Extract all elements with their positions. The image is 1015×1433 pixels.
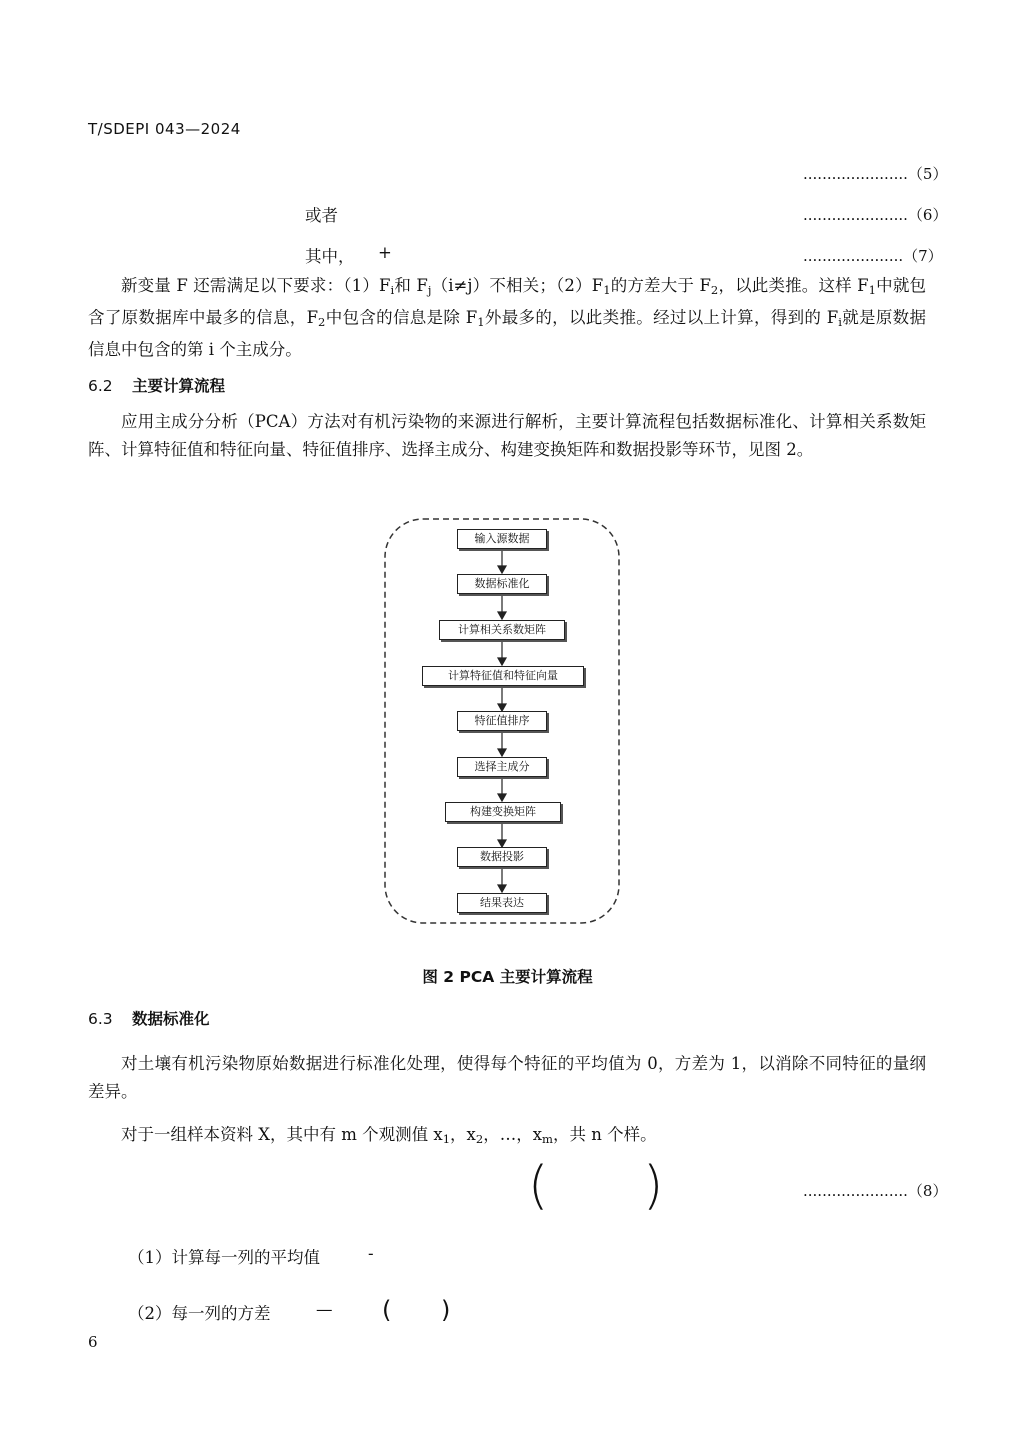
section-heading-6-3 [88,1007,210,1029]
item-column-variance-mark: — [316,1300,333,1319]
flow-step-eigen: 计算特征值和特征向量 [422,666,584,686]
section-heading-6-2 [88,374,225,396]
figure-caption: 图 2 PCA 主要计算流程 [422,968,593,986]
document-code: T/SDEPI 043—2024 [88,120,241,138]
equation-number-7: .....................（7） [803,247,943,265]
paragraph-sample-data: 对于一组样本资料 X，其中有 m 个观测值 $x_1$，$x_2$，…，$x_m$，共 n 个样。 [121,1125,657,1146]
equation-plus-sign: + [378,243,392,262]
flow-step-sort-eigenvalues: 特征值排序 [457,711,547,731]
flow-step-select-components: 选择主成分 [457,757,547,777]
flow-step-correlation-matrix: 计算相关系数矩阵 [439,620,565,640]
matrix-left-paren: ( [528,1156,549,1216]
equation-number-6: ......................（6） [803,206,948,224]
section-number: 6.2 [88,377,113,395]
paragraph-calculation-flow: 应用主成分分析（PCA）方法对有机污染物的来源进行解析，主要计算流程包括数据标准化、计算相关系数矩阵、计算特征值和特征向量、特征值排序、选择主成分、构建变换矩阵和数据投影等环节，见图 2。 [88,412,926,459]
section-number: 6.3 [88,1010,113,1028]
variance-left-paren: ( [382,1296,392,1324]
item-column-mean-mark: - [368,1244,374,1263]
paragraph-new-variable: 新变量 F 还需满足以下要求：$(1)F_i$和 $F_j(i\ne j)$不相关；$(2)F_1$的方差大于 $F_2$，以此类推。这样 $F_1$中就包含了原数据库中最多的信息，$F_2$中包含的信息是除 $F_1$外最多的，以此类推。经过以上计算，得到的 $F_i$就是原数据信息中包含的第 i 个主成分。 [88,276,926,359]
section-title: 主要计算流程 [132,377,226,395]
flow-step-result: 结果表达 [457,893,547,913]
variance-right-paren: ) [441,1296,451,1324]
item-column-mean: （1）计算每一列的平均值 [128,1248,320,1267]
equation-label-7: 其中， [305,247,355,266]
flow-step-standardize: 数据标准化 [457,574,547,594]
item-column-variance: （2）每一列的方差 [128,1304,271,1323]
flow-step-transform-matrix: 构建变换矩阵 [445,802,561,822]
equation-label-6: 或者 [305,206,338,225]
equation-number-5: ......................（5） [803,165,948,183]
flow-step-input-data: 输入源数据 [457,529,547,549]
page-number: 6 [88,1333,98,1351]
equation-number-8: ......................（8） [803,1182,948,1200]
flow-step-projection: 数据投影 [457,847,547,867]
matrix-right-paren: ) [643,1156,664,1216]
section-title: 数据标准化 [132,1010,210,1028]
flowchart [384,518,620,924]
paragraph-standardization: 对土壤有机污染物原始数据进行标准化处理，使得每个特征的平均值为 0，方差为 1，以消除不同特征的量纲差异。 [88,1054,926,1101]
